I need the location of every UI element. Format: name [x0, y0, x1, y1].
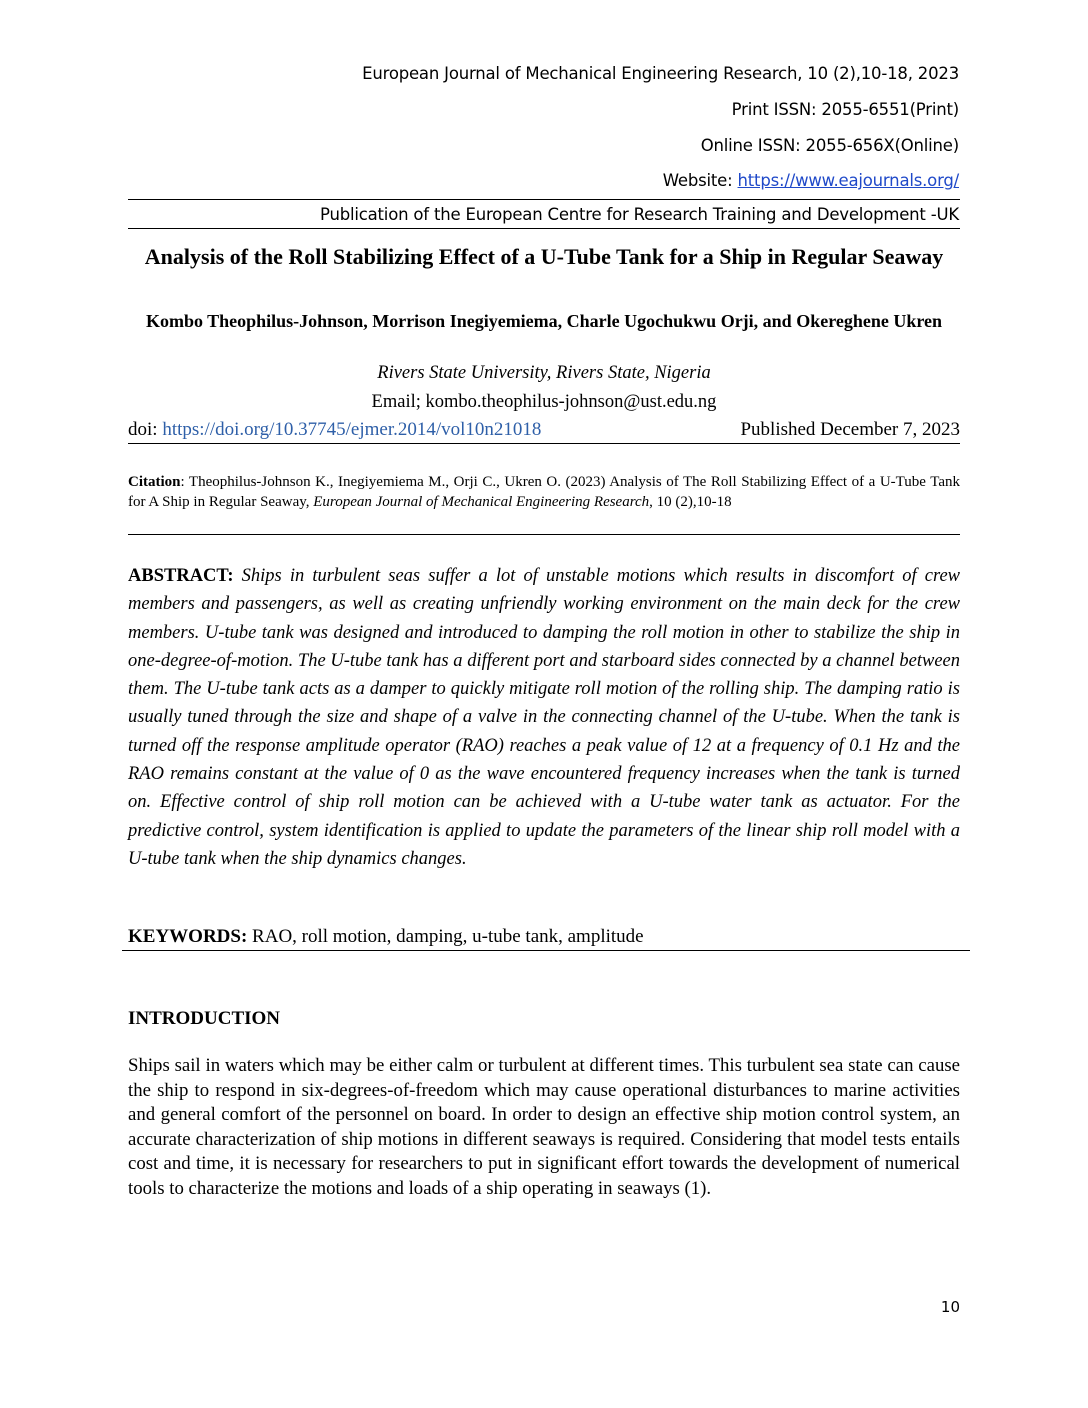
affiliation: Rivers State University, Rivers State, Nigeria [377, 363, 711, 383]
citation-text: : Theophilus-Johnson K., Inegiyemiema M., Orji C., Ukren O. (2023) Analysis of The Roll Stabilizing Effect of a U-Tube Tank for A Ship in Regular Seaway, [128, 474, 960, 510]
citation-block [128, 472, 960, 512]
journal-header-line: European Journal of Mechanical Engineering Research, 10 (2),10-18, 2023 [362, 64, 959, 83]
website-line [663, 171, 959, 190]
keywords-rule [122, 950, 970, 951]
keywords-text: RAO, roll motion, damping, u-tube tank, amplitude [247, 926, 644, 947]
doi-link[interactable]: https://doi.org/10.37745/ejmer.2014/vol10n21018 [162, 419, 542, 440]
author-list: Kombo Theophilus-Johnson, Morrison Inegiyemiema, Charle Ugochukwu Orji, and Okereghene Ukren [145, 311, 943, 331]
introduction-heading: INTRODUCTION [128, 1008, 281, 1029]
doi-label: doi: [128, 419, 163, 440]
abstract-label: ABSTRACT: [128, 566, 234, 586]
website-link[interactable]: https://www.eajournals.org/ [737, 171, 959, 190]
abstract-text: Ships in turbulent seas suffer a lot of unstable motions which results in discomfort of crew members and passengers, as well as creating unfriendly working environment on the main deck for the crew members. U-tube tank was designed and introduced to damping the roll motion in other to stabilize the ship in one-degree-of-motion. The U-tube tank has a different port and starboard sides connected by a channel between them. The U-tube tank acts as a damper to quickly mitigate roll motion of the rolling ship. The damping ratio is usually tuned through the size and shape of a valve in the connecting channel of the U-tube. When the tank is turned off the response amplitude operator (RAO) reaches a peak value of 12 at a frequency of 0.1 Hz and the RAO remains constant at the value of 0 as the wave encountered frequency increases when the tank is turned on. Effective control of ship roll motion can be achieved with a U-tube water tank as actuator. For the predictive control, system identification is applied to update the parameters of the linear ship roll model with a U-tube tank when the ship dynamics changes. [128, 566, 961, 869]
online-issn: Online ISSN: 2055-656X(Online) [700, 136, 959, 155]
author-email: Email; kombo.theophilus-johnson@ust.edu.ng [371, 392, 717, 412]
citation-journal: European Journal of Mechanical Engineering Research [313, 494, 650, 510]
doi-line [128, 419, 960, 441]
paper-title: Analysis of the Roll Stabilizing Effect of a U-Tube Tank for a Ship in Regular Seaway [144, 244, 944, 269]
abstract-block [128, 562, 960, 873]
citation-pages: , 10 (2),10-18 [649, 494, 732, 510]
print-issn: Print ISSN: 2055-6551(Print) [731, 100, 959, 119]
doi-block [128, 419, 541, 441]
header-divider [128, 199, 960, 200]
keywords-label: KEYWORDS: [128, 926, 248, 947]
doi-rule [128, 443, 960, 444]
keywords-line [128, 926, 644, 948]
page-number: 10 [940, 1298, 960, 1316]
header-bottom-rule [128, 228, 960, 229]
website-label: Website: [662, 171, 738, 190]
citation-label: Citation [128, 474, 181, 490]
introduction-paragraph: Ships sail in waters which may be either calm or turbulent at different times. This turbulent sea state can cause the ship to respond in six-degrees-of-freedom which may cause operational disturbances to marine activities and general comfort of the personnel on board. In order to design an effective ship motion control system, an accurate characterization of ship motions in different seaways is required. Considering that model tests entails cost and time, it is necessary for researchers to put in significant effort towards the development of numerical tools to characterize the motions and loads of a ship operating in seaways (1). [128, 1055, 960, 1199]
published-date: Published December 7, 2023 [740, 419, 960, 440]
citation-rule [128, 534, 960, 535]
publisher-line: Publication of the European Centre for Research Training and Development -UK [320, 205, 959, 224]
